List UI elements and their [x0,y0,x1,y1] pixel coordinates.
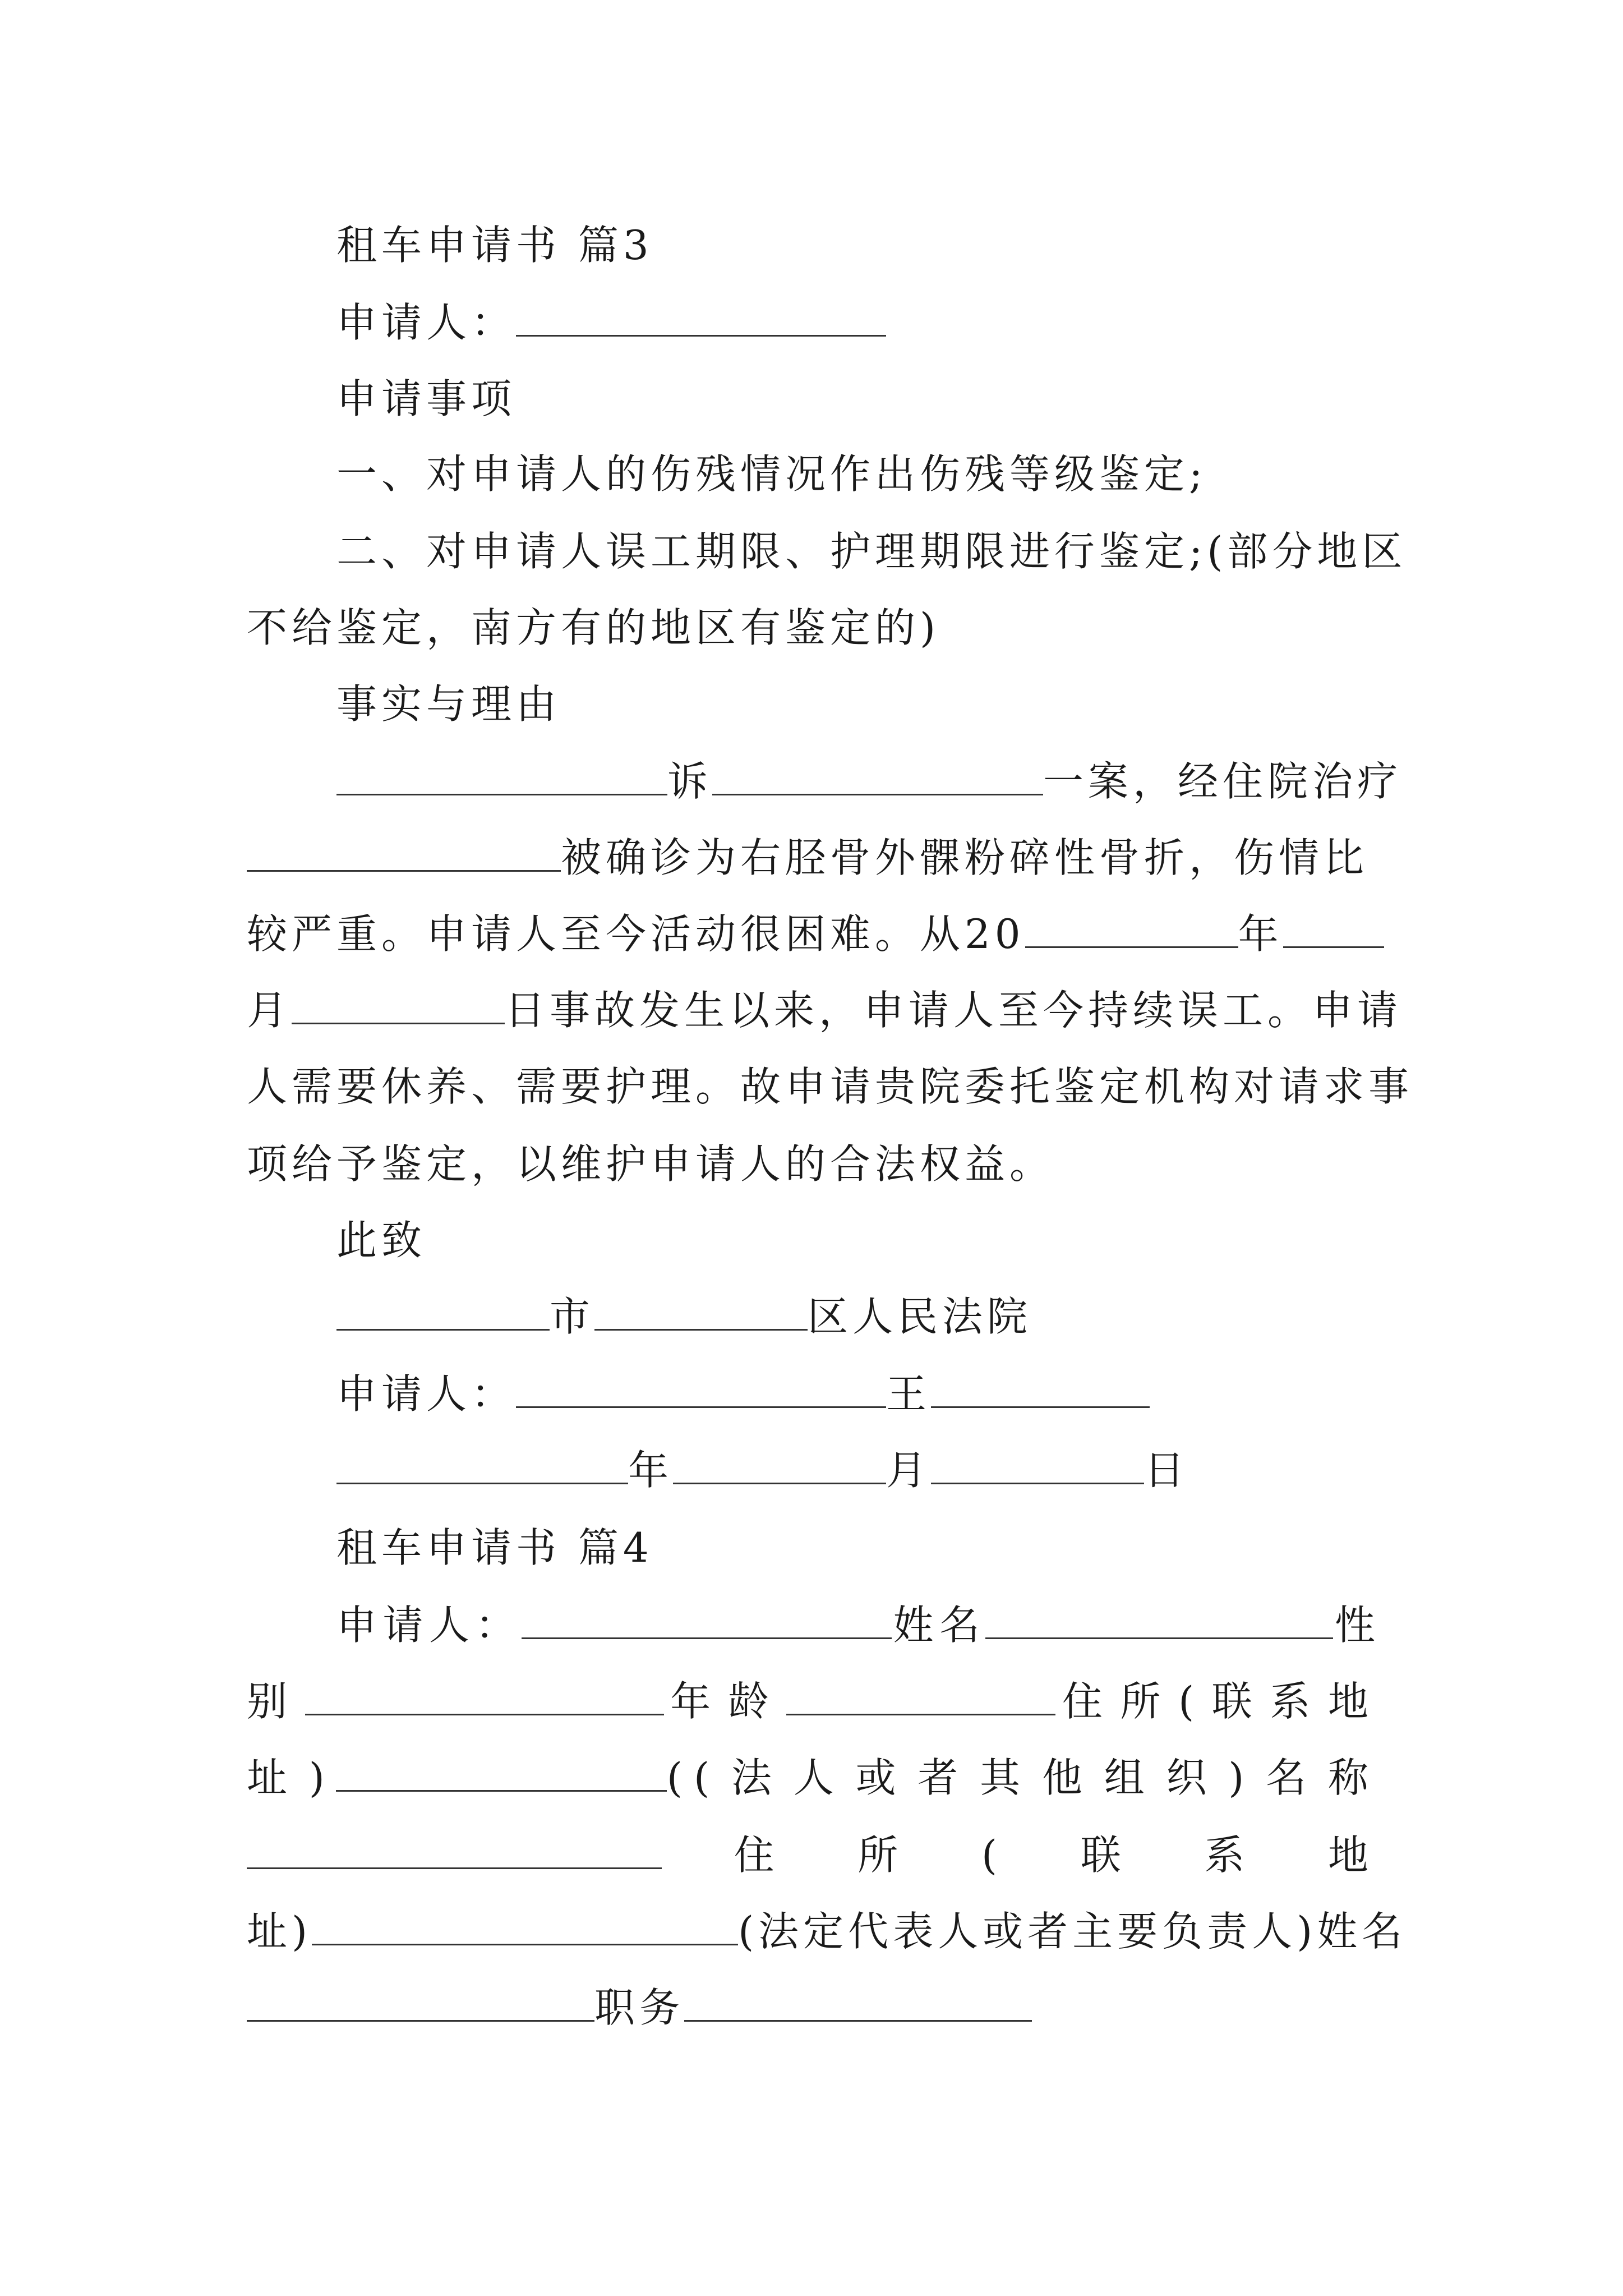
day-blank[interactable] [292,986,505,1024]
applicant-line [336,297,1380,348]
s4-position-blank[interactable] [684,1983,1032,2022]
facts-month-char: 月 [247,987,292,1034]
facts-rights-text: 项给予鉴定，以维护申请人的合法权益。 [247,1140,1055,1188]
signature-label: 申请人： [336,1370,517,1418]
city-blank[interactable] [336,1292,550,1331]
facts-care-text: 人需要休养、需要护理。故申请贵院委托鉴定机构对请求事 [247,1063,1414,1110]
s4-org-address-label-end: 址) [247,1908,312,1955]
s4-representative-label: (法定代表人或者主要负责人)姓名 [738,1908,1407,1955]
request-item-2b-text: 不给鉴定，南方有的地区有鉴定的) [247,604,940,651]
s4-representative-blank[interactable] [247,1983,594,2022]
facts-since-year: 较严重。申请人至今活动很困难。从20 [247,910,1025,958]
date-day-char: 日 [1144,1447,1189,1494]
request-item-1 [336,449,1380,499]
facts-heading [336,679,1380,729]
date-year-blank[interactable] [336,1446,628,1484]
request-item-2b [247,602,1380,653]
defendant-blank[interactable] [712,757,1043,795]
s4-org-name-blank[interactable] [247,1830,662,1869]
s4-line-1 [336,1600,1380,1650]
facts-case: 一案，经住院治疗 [1043,758,1403,805]
facts-line-3 [247,909,1380,959]
court-name-text: 区人民法院 [808,1293,1032,1340]
facts-accident: 日事故发生以来，申请人至今持续误工。申请 [505,987,1403,1034]
s4-org-address-blank[interactable] [312,1907,738,1945]
hospital-blank[interactable] [247,833,561,872]
applicant-label: 申请人： [336,299,517,346]
s4-age-blank[interactable] [786,1677,1055,1715]
facts-line-5 [247,1061,1414,1112]
s4-gender-part-1: 性 [1333,1602,1380,1649]
facts-heading-text: 事实与理由 [336,680,561,728]
s4-name-blank[interactable] [985,1600,1333,1639]
section-3-title-text: 租车申请书 篇3 [336,222,653,269]
signature-blank-2[interactable] [931,1369,1150,1408]
date-month-char: 月 [886,1447,932,1494]
s4-org-name-label: ((法人或者其他组织)名称 [666,1754,1380,1801]
facts-line-1 [336,756,1403,807]
section-3-title [336,220,1380,270]
s4-applicant-blank[interactable] [522,1600,892,1639]
date-year-char: 年 [628,1447,674,1494]
applicant-blank[interactable] [516,298,886,337]
signature-line [336,1369,1380,1419]
closing-text: 此致 [336,1217,427,1264]
court-city-char: 市 [550,1293,595,1340]
date-day-blank[interactable] [931,1446,1144,1484]
s4-line-3 [247,1752,1380,1803]
s4-address-label: 住所(联系地 [1055,1678,1380,1725]
facts-year-char: 年 [1238,910,1283,958]
request-heading [336,374,1380,424]
s4-line-4 [247,1830,1380,1880]
s4-line-5 [247,1906,1407,1957]
signature-blank[interactable] [516,1369,886,1408]
district-blank[interactable] [594,1292,808,1331]
request-item-1-text: 一、对申请人的伤残情况作出伤残等级鉴定; [336,450,1207,498]
s4-name-label: 姓名 [891,1602,986,1649]
request-item-2a [336,526,1407,577]
facts-line-2 [247,832,1380,883]
s4-age-label: 年龄 [663,1678,787,1725]
plaintiff-blank[interactable] [336,757,667,795]
facts-line-4 [247,985,1403,1036]
s4-applicant-label: 申请人： [336,1602,522,1649]
s4-gender-part-2: 别 [247,1678,305,1725]
date-month-blank[interactable] [673,1446,886,1484]
facts-sue: 诉 [667,758,713,805]
facts-line-6 [247,1139,1380,1189]
section-4-title [336,1522,1380,1573]
s4-address-label-end: 址) [247,1754,336,1801]
s4-line-6 [247,1982,1380,2033]
signature-wang: 王 [886,1370,932,1418]
facts-diagnosis: 被确诊为右胫骨外髁粉碎性骨折，伤情比 [561,834,1369,881]
date-line [336,1445,1380,1496]
s4-line-2 [247,1676,1380,1727]
section-4-title-text: 租车申请书 篇4 [336,1524,653,1571]
month-blank[interactable] [1283,909,1384,948]
court-line [336,1291,1380,1342]
closing [336,1215,1380,1266]
s4-org-address-label: 住所(联系地 [662,1832,1380,1879]
s4-position-label: 职务 [594,1984,685,2031]
request-item-2a-text: 二、对申请人误工期限、护理期限进行鉴定;(部分地区 [336,528,1407,575]
year-blank[interactable] [1025,909,1238,948]
request-heading-text: 申请事项 [336,375,517,422]
s4-address-blank[interactable] [336,1753,667,1792]
s4-gender-blank[interactable] [305,1677,664,1715]
